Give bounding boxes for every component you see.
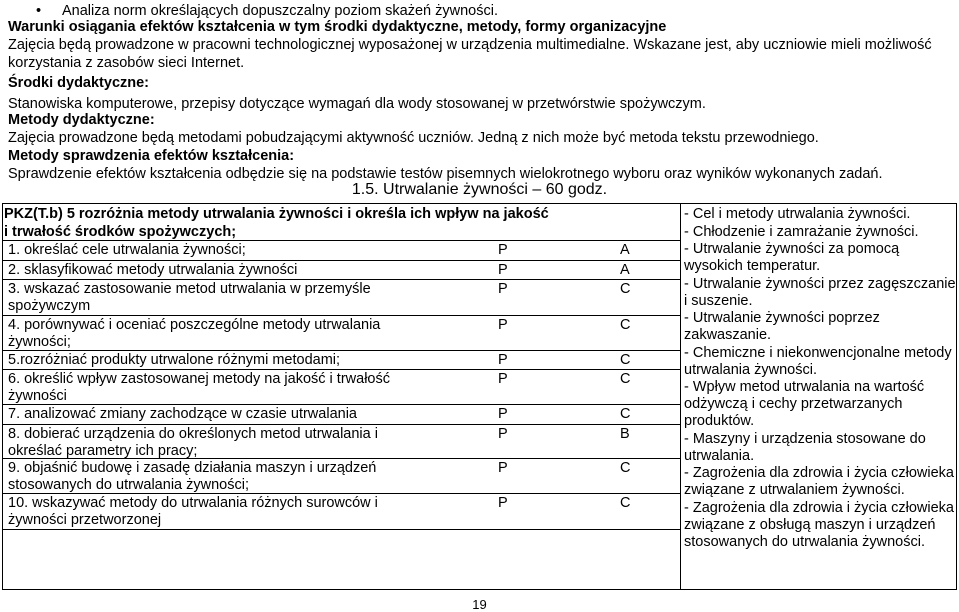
row-taxonomy: A	[620, 262, 630, 278]
table-title	[4, 205, 684, 241]
row-separator	[2, 315, 680, 316]
row-taxonomy: C	[620, 406, 631, 422]
row-text: 2. sklasyfikować metody utrwalania żywności	[8, 262, 298, 278]
row-category: P	[498, 317, 508, 333]
means-section	[8, 74, 956, 113]
row-separator	[2, 369, 680, 370]
row-category: P	[498, 460, 508, 476]
table-left-border	[2, 203, 3, 590]
row-text: 1. określać cele utrwalania żywności;	[8, 242, 246, 258]
methods-heading: Metody dydaktyczne:	[8, 112, 155, 128]
row-separator	[2, 260, 680, 261]
content-item: - Utrwalanie żywności przez zagęszczanie i suszenie.	[684, 275, 956, 309]
table-column-divider	[680, 203, 681, 590]
page-number: 19	[472, 597, 487, 612]
row-taxonomy: C	[620, 495, 631, 511]
methods-section	[8, 111, 956, 147]
row-category: P	[498, 426, 508, 442]
table-right-border	[956, 203, 957, 590]
content-item: - Cel i metody utrwalania żywności.	[684, 206, 911, 222]
table-title-line: i trwałość środków spożywczych;	[4, 224, 237, 240]
section-title: 1.5. Utrwalanie żywności – 60 godz.	[351, 181, 608, 198]
row-separator	[2, 529, 680, 530]
row-text: 6. określić wpływ zastosowanej metody na jakość i trwałość żywności	[8, 371, 390, 404]
conditions-section	[8, 18, 956, 72]
row-taxonomy: C	[620, 460, 631, 476]
content-item: - Utrwalanie żywności za pomocą wysokich temperatur.	[684, 241, 900, 274]
row-text: 4. porównywać i oceniać poszczególne metody utrwalania żywności;	[8, 317, 381, 350]
row-category: P	[498, 242, 508, 258]
row-category: P	[498, 371, 508, 387]
assessment-section	[8, 147, 956, 183]
row-category: P	[498, 262, 508, 278]
content-item: - Utrwalanie żywności poprzez zakwaszanie.	[684, 310, 880, 343]
row-category: P	[498, 352, 508, 368]
content-item: - Wpływ metod utrwalania na wartość odżywczą i cechy przetwarzanych produktów.	[684, 379, 925, 429]
content-item: - Zagrożenia dla zdrowia i życia człowieka związane z obsługą maszyn i urządzeń stosowanych do utrwalania żywności.	[684, 499, 954, 550]
content-column	[684, 206, 956, 551]
row-taxonomy: A	[620, 242, 630, 258]
content-item: - Zagrożenia dla zdrowia i życia człowieka związane z utrwalaniem żywności.	[684, 465, 954, 498]
row-taxonomy: C	[620, 352, 631, 368]
row-separator	[2, 424, 680, 425]
content-item: - Chemiczne i niekonwencjonalne metody utrwalania żywności.	[684, 344, 952, 378]
row-taxonomy: C	[620, 317, 631, 333]
content-item: - Maszyny i urządzenia stosowane do utrwalania.	[684, 430, 926, 464]
row-taxonomy: C	[620, 281, 631, 297]
row-category: P	[498, 406, 508, 422]
means-heading: Środki dydaktyczne:	[8, 75, 150, 91]
assessment-heading: Metody sprawdzenia efektów kształcenia:	[8, 148, 295, 164]
row-text: 5.rozróżniać produkty utrwalone różnymi metodami;	[8, 352, 341, 368]
row-category: P	[498, 495, 508, 511]
row-taxonomy: C	[620, 371, 631, 387]
methods-text: Zajęcia prowadzone będą metodami pobudzającymi aktywność uczniów. Jedną z nich może być metoda tekstu przewodniego.	[8, 130, 819, 146]
row-text: 7. analizować zmiany zachodzące w czasie utrwalania	[8, 406, 357, 422]
means-text: Stanowiska komputerowe, przepisy dotyczące wymagań dla wody stosowanej w przetwórstwie spożywczym.	[8, 96, 706, 112]
table-title-line: PKZ(T.b) 5 rozróżnia metody utrwalania żywności i określa ich wpływ na jakość	[4, 206, 549, 222]
row-text: 9. objaśnić budowę i zasadę działania maszyn i urządzeń stosowanych do utrwalania żywności;	[8, 460, 377, 493]
table-top-border	[2, 203, 957, 204]
conditions-heading: Warunki osiągania efektów kształcenia w tym środki dydaktyczne, metody, formy organizacyjne	[8, 19, 667, 35]
conditions-text: Zajęcia będą prowadzone w pracowni technologicznej wyposażonej w urządzenia multimedialne. Wskazane jest, aby uczniowie mieli możliwość korzystania z zasobów sieci Internet.	[8, 37, 932, 71]
row-text: 3. wskazać zastosowanie metod utrwalania w przemyśle spożywczym	[8, 281, 371, 314]
assessment-text: Sprawdzenie efektów kształcenia odbędzie się na podstawie testów pisemnych wielokrotnego wyboru oraz wyników wykonanych zadań.	[8, 166, 883, 182]
row-text: 8. dobierać urządzenia do określonych metod utrwalania i określać parametry ich pracy;	[8, 426, 378, 459]
document-page: • Analiza norm określających dopuszczalny poziom skażeń żywności. Warunki osiągania efektów kształcenia w tym środki dydaktyczne, metody, formy organizacyjne Zajęcia będą prowadzone w pracowni technologicznej wyposażonej w urządzenia multimedialne. Wskazane jest, aby uczniowie mieli możliwość korzystania z zasobów sieci Internet. Środki dydaktyczne: Stanowiska komputerowe, przepisy dotyczące wymagań dla wody stosowanej w przetwórstwie spożywczym. Metody dydaktyczne: Zajęcia prowadzone będą metodami pobudzającymi aktywność uczniów. Jedną z nich może być metoda tekstu przewodniego. Metody sprawdzenia efektów kształcenia: Sprawdzenie efektów kształcenia odbędzie się na podstawie testów pisemnych wielokrotnego wyboru oraz wyników wykonanych zadań. 1.5. Utrwalanie żywności – 60 godz. PKZ(T.b) 5 rozróżnia metody utrwalania żywności i określa ich wpływ na jakość i trwałość środków spożywczych; 1. określać cele utrwalania żywności; P A 2. sklasyfikować metody utrwalania żywności P A 3. wskazać zastosowanie metod utrwalania w przemyśle spożywczym P C 4. porównywać i oceniać poszczególne metody utrwalania żywności; P C 5.rozróżniać produkty utrwalone różnymi metodami; P C 6. określić wpływ zastosowanej metody na jakość i trwałość żywności P C 7. analizować zmiany zachodzące w czasie utrwalania P C 8. dobierać urządzenia do określonych metod utrwalania i określać parametry ich pracy; P B 9. objaśnić budowę i zasadę działania maszyn i urządzeń stosowanych do utrwalania żywności; P C 10. wskazywać metody do utrwalania różnych surowców i żywności przetworzonej P C - Cel i metody utrwalania żywności. - Chłodzenie i zamrażanie żywności. - Utrwalanie żywności za pomocą wysokich temperatur. - Utrwalanie żywności przez zagęszczanie i suszenie. - Utrwalanie żywności poprzez zakwaszanie. - Chemiczne i niekonwencjonalne metody utrwalania żywności. - Wpływ metod utrwalania na wartość odżywczą i cechy przetwarzanych produktów. - Maszyny i urządzenia stosowane do utrwalania. - Zagrożenia dla zdrowia i życia człowieka związane z utrwalaniem żywności. - Zagrożenia dla zdrowia i życia człowieka związane z obsługą maszyn i urządzeń stosowanych do utrwalania żywności. 19	[0, 0, 959, 611]
row-separator	[2, 279, 680, 280]
row-taxonomy: B	[620, 426, 630, 442]
content-item: - Chłodzenie i zamrażanie żywności.	[684, 223, 919, 240]
table-bottom-border	[2, 589, 957, 590]
bullet-dot-icon: •	[36, 3, 42, 19]
row-category: P	[498, 281, 508, 297]
row-text: 10. wskazywać metody do utrwalania różnych surowców i żywności przetworzonej	[8, 495, 378, 528]
